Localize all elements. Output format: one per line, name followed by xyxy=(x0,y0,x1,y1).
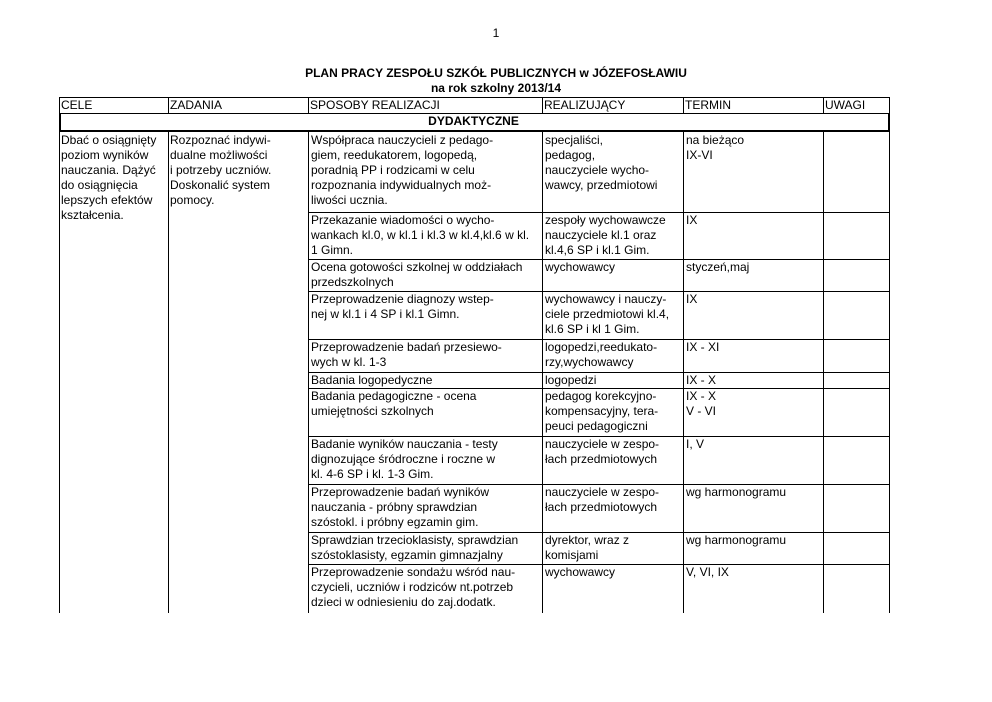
sposoby-realizacji-text: Badanie wyników nauczania - testy xyxy=(311,437,498,451)
cele-text: Dbać o osiągnięty xyxy=(61,133,157,147)
realizujacy-text: pedagog, xyxy=(545,148,596,162)
realizujacy-text: ciele przedmiotowi kl.4, xyxy=(545,307,670,321)
cele-text: do osiągnięcia xyxy=(61,178,138,192)
termin-text: IX xyxy=(686,292,698,306)
header-divider xyxy=(59,97,60,114)
termin-text: wg harmonogramu xyxy=(686,533,787,547)
sposoby-realizacji-text: rozpoznania indywidualnych moż- xyxy=(311,178,492,192)
column-header: TERMIN xyxy=(685,98,731,112)
column-line xyxy=(889,132,890,613)
realizujacy-text: kl.6 SP i kl 1 Gim. xyxy=(545,322,640,336)
sposoby-realizacji-text: szóstokl. i próbny egzamin gim. xyxy=(311,515,479,529)
sposoby-realizacji-text: czycieli, uczniów i rodziców nt.potrzeb xyxy=(311,580,514,594)
sposoby-realizacji-text: kl. 4-6 SP i kl. 1-3 Gim. xyxy=(311,467,434,481)
document-title: PLAN PRACY ZESPOŁU SZKÓŁ PUBLICZNYCH w JÓZEFOSŁAWIU xyxy=(305,66,687,80)
sposoby-realizacji-text: Ocena gotowości szkolnej w oddziałach xyxy=(311,260,523,274)
realizujacy-text: łach przedmiotowych xyxy=(545,500,658,514)
column-line xyxy=(308,132,309,613)
termin-text: IX - X xyxy=(686,373,717,387)
zadania-text: Doskonalić system xyxy=(170,178,271,192)
sposoby-realizacji-text: nauczania - próbny sprawdzian xyxy=(311,500,478,514)
header-divider xyxy=(542,97,543,114)
column-header: CELE xyxy=(61,98,93,112)
realizujacy-text: logopedzi xyxy=(545,373,597,387)
termin-text: V - VI xyxy=(686,404,717,418)
sposoby-realizacji-text: dignozujące śródroczne i roczne w xyxy=(311,452,496,466)
realizujacy-text: kl.4,6 SP i kl.1 Gim. xyxy=(545,243,650,257)
zadania-text: pomocy. xyxy=(170,193,215,207)
sposoby-realizacji-text: nej w kl.1 i 4 SP i kl.1 Gimn. xyxy=(311,307,460,321)
sposoby-realizacji-text: poradnią PP i rodzicami w celu xyxy=(311,163,475,177)
zadania-text: i potrzeby uczniów. xyxy=(170,163,272,177)
realizujacy-text: wychowawcy xyxy=(545,565,616,579)
realizujacy-text: łach przedmiotowych xyxy=(545,452,658,466)
column-header: SPOSOBY REALIZACJI xyxy=(310,98,440,112)
banner-line xyxy=(59,114,60,132)
realizujacy-text: wychowawcy xyxy=(545,260,616,274)
termin-text: IX - X xyxy=(686,389,717,403)
realizujacy-text: dyrektor, wraz z xyxy=(545,533,630,547)
header-divider xyxy=(683,97,684,114)
page-number: 1 xyxy=(492,26,500,40)
realizujacy-text: nauczyciele kl.1 oraz xyxy=(545,228,657,242)
realizujacy-text: zespoły wychowawcze xyxy=(545,213,666,227)
sposoby-realizacji-text: 1 Gimn. xyxy=(311,243,354,257)
column-line xyxy=(168,132,169,613)
sposoby-realizacji-text: Przeprowadzenie badań przesiewo- xyxy=(311,340,502,354)
termin-text: I, V xyxy=(686,437,705,451)
header-divider xyxy=(308,97,309,114)
sposoby-realizacji-text: przedszkolnych xyxy=(311,275,394,289)
column-line xyxy=(823,132,824,613)
realizujacy-text: wychowawcy i nauczy- xyxy=(545,292,667,306)
column-line xyxy=(683,132,684,613)
header-divider xyxy=(168,97,169,114)
cele-text: poziom wyników xyxy=(61,148,149,162)
column-line xyxy=(542,132,543,613)
sposoby-realizacji-text: dzieci w odniesieniu do zaj.dodatk. xyxy=(311,595,496,609)
cele-text: nauczania. Dążyć xyxy=(61,163,156,177)
sposoby-realizacji-text: wankach kl.0, w kl.1 i kl.3 w kl.4,kl.6 w kl. xyxy=(311,228,530,242)
termin-text: IX xyxy=(686,213,698,227)
realizujacy-text: wawcy, przedmiotowi xyxy=(545,178,658,192)
sposoby-realizacji-text: liwości ucznia. xyxy=(311,193,388,207)
termin-text: IX - XI xyxy=(686,340,720,354)
sposoby-realizacji-text: Badania logopedyczne xyxy=(311,373,433,387)
sposoby-realizacji-text: giem, reedukatorem, logopedą, xyxy=(311,148,478,162)
banner-line xyxy=(59,130,890,131)
sposoby-realizacji-text: umiejętności szkolnych xyxy=(311,404,434,418)
column-line xyxy=(59,132,60,613)
sposoby-realizacji-text: wych w kl. 1-3 xyxy=(311,355,387,369)
sposoby-realizacji-text: Przeprowadzenie badań wyników xyxy=(311,485,490,499)
sposoby-realizacji-text: Badania pedagogiczne - ocena xyxy=(311,389,477,403)
column-header: REALIZUJĄCY xyxy=(544,98,626,112)
termin-text: styczeń,maj xyxy=(686,260,750,274)
cele-text: kształcenia. xyxy=(61,208,124,222)
sposoby-realizacji-text: Przeprowadzenie diagnozy wstep- xyxy=(311,292,494,306)
termin-text: wg harmonogramu xyxy=(686,485,787,499)
sposoby-realizacji-text: Przekazanie wiadomości o wycho- xyxy=(311,213,495,227)
termin-text: V, VI, IX xyxy=(686,565,729,579)
document-subtitle: na rok szkolny 2013/14 xyxy=(430,81,562,95)
column-header: ZADANIA xyxy=(170,98,223,112)
cele-text: lepszych efektów xyxy=(61,193,153,207)
zadania-text: Rozpoznać indywi- xyxy=(170,133,271,147)
realizujacy-text: pedagog korekcyjno- xyxy=(545,389,657,403)
realizujacy-text: logopedzi,reedukato- xyxy=(545,340,658,354)
realizujacy-text: peuci pedagogiczni xyxy=(545,419,648,433)
header-divider xyxy=(889,97,890,114)
termin-text: na bieżąco xyxy=(686,133,745,147)
header-divider xyxy=(823,97,824,114)
realizujacy-text: komisjami xyxy=(545,548,599,562)
zadania-text: dualne możliwości xyxy=(170,148,268,162)
banner-line xyxy=(59,131,890,132)
sposoby-realizacji-text: Sprawdzian trzecioklasisty, sprawdzian xyxy=(311,533,519,547)
realizujacy-text: rzy,wychowawcy xyxy=(545,355,634,369)
realizujacy-text: nauczyciele w zespo- xyxy=(545,485,660,499)
sposoby-realizacji-text: szóstoklasisty, egzamin gimnazjalny xyxy=(311,548,503,562)
sposoby-realizacji-text: Przeprowadzenie sondażu wśród nau- xyxy=(311,565,516,579)
column-header: UWAGI xyxy=(825,98,866,112)
section-label-dydaktyczne: DYDAKTYCZNE xyxy=(428,114,519,128)
realizujacy-text: specjaliści, xyxy=(545,133,604,147)
realizujacy-text: kompensacyjny, tera- xyxy=(545,404,659,418)
banner-line xyxy=(889,114,890,132)
realizujacy-text: nauczyciele wycho- xyxy=(545,163,650,177)
banner-line xyxy=(888,114,889,132)
termin-text: IX-VI xyxy=(686,148,713,162)
realizujacy-text: nauczyciele w zespo- xyxy=(545,437,660,451)
sposoby-realizacji-text: Współpraca nauczycieli z pedago- xyxy=(311,133,494,147)
